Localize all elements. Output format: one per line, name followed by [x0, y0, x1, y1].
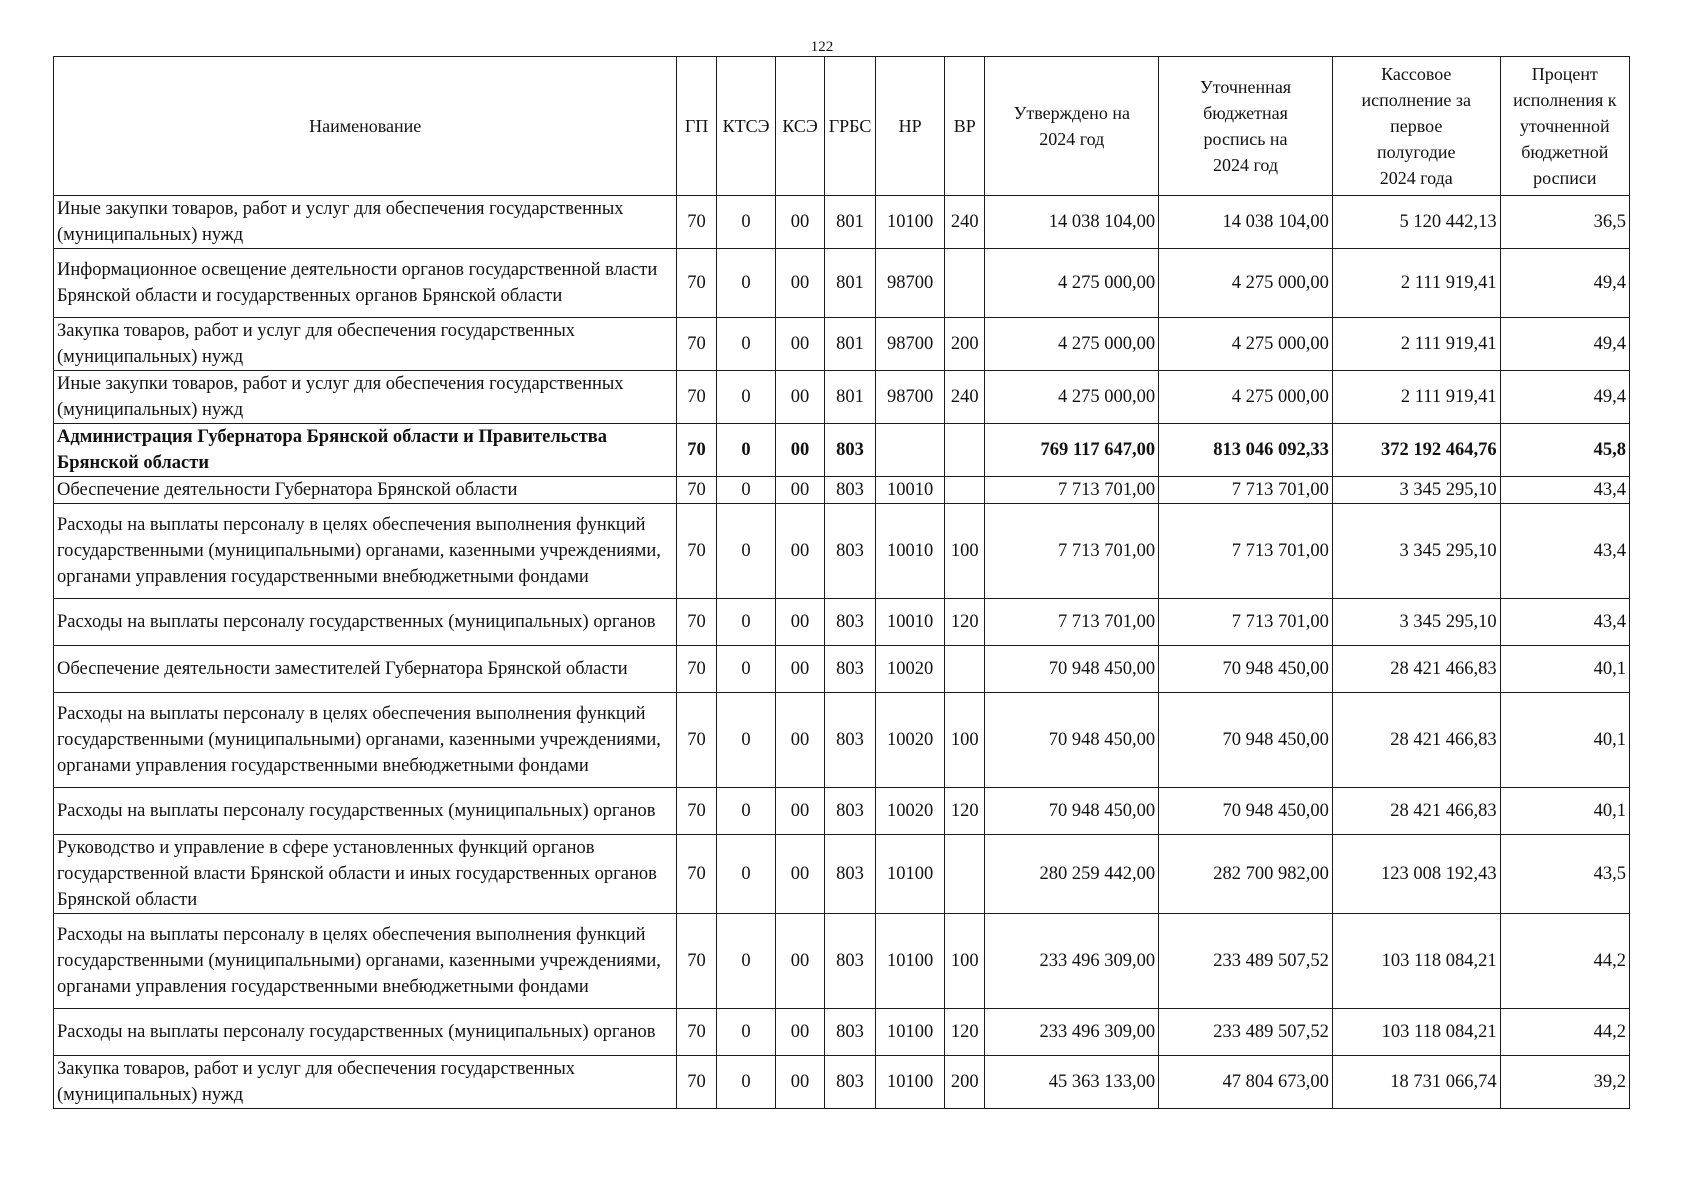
cell-vr: 120	[945, 1009, 985, 1056]
cell-refined: 70 948 450,00	[1159, 646, 1333, 693]
table-row	[54, 1009, 1630, 1056]
header-percent: Процент исполнения к уточненной бюджетной росписи	[1500, 57, 1629, 196]
table-row	[54, 788, 1630, 835]
cell-grbs: 803	[824, 914, 876, 1009]
table-row	[54, 249, 1630, 318]
cell-refined: 4 275 000,00	[1159, 371, 1333, 424]
cell-name: Администрация Губернатора Брянской области и Правительства Брянской области	[54, 424, 677, 477]
cell-gp: 70	[677, 424, 716, 477]
cell-approved: 14 038 104,00	[985, 196, 1159, 249]
cell-refined: 233 489 507,52	[1159, 914, 1333, 1009]
cell-nr: 10100	[876, 914, 945, 1009]
cell-ktse: 0	[716, 1009, 776, 1056]
cell-ktse: 0	[716, 371, 776, 424]
cell-nr: 10020	[876, 693, 945, 788]
cell-gp: 70	[677, 835, 716, 914]
cell-nr: 10020	[876, 646, 945, 693]
table-row	[54, 646, 1630, 693]
table-row	[54, 504, 1630, 599]
table-row	[54, 693, 1630, 788]
cell-ktse: 0	[716, 599, 776, 646]
cell-ktse: 0	[716, 1056, 776, 1109]
cell-vr: 100	[945, 693, 985, 788]
cell-cash: 123 008 192,43	[1332, 835, 1500, 914]
header-grbs: ГРБС	[824, 57, 876, 196]
cell-name: Руководство и управление в сфере установленных функций органов государственной власти Брянской области и иных государственных органов Брянской области	[54, 835, 677, 914]
cell-percent: 49,4	[1500, 371, 1629, 424]
cell-percent: 40,1	[1500, 788, 1629, 835]
cell-approved: 280 259 442,00	[985, 835, 1159, 914]
cell-name: Расходы на выплаты персоналу государственных (муниципальных) органов	[54, 788, 677, 835]
header-gp: ГП	[677, 57, 716, 196]
cell-approved: 7 713 701,00	[985, 477, 1159, 504]
cell-refined: 7 713 701,00	[1159, 504, 1333, 599]
cell-approved: 45 363 133,00	[985, 1056, 1159, 1109]
cell-gp: 70	[677, 249, 716, 318]
cell-name: Расходы на выплаты персоналу в целях обеспечения выполнения функций государственными (муниципальными) органами, казенными учреждениями, органами управления государственными внебюджетными фондами	[54, 914, 677, 1009]
table-row	[54, 424, 1630, 477]
cell-vr	[945, 646, 985, 693]
cell-nr: 10100	[876, 1009, 945, 1056]
cell-cash: 103 118 084,21	[1332, 914, 1500, 1009]
header-vr: ВР	[945, 57, 985, 196]
table-row	[54, 371, 1630, 424]
cell-kse: 00	[776, 424, 824, 477]
cell-approved: 4 275 000,00	[985, 318, 1159, 371]
cell-name: Расходы на выплаты персоналу государственных (муниципальных) органов	[54, 1009, 677, 1056]
cell-refined: 70 948 450,00	[1159, 693, 1333, 788]
cell-kse: 00	[776, 599, 824, 646]
cell-percent: 44,2	[1500, 914, 1629, 1009]
cell-cash: 5 120 442,13	[1332, 196, 1500, 249]
cell-grbs: 803	[824, 835, 876, 914]
cell-vr: 200	[945, 318, 985, 371]
cell-gp: 70	[677, 196, 716, 249]
cell-gp: 70	[677, 477, 716, 504]
cell-kse: 00	[776, 318, 824, 371]
cell-gp: 70	[677, 504, 716, 599]
cell-ktse: 0	[716, 646, 776, 693]
cell-gp: 70	[677, 1056, 716, 1109]
cell-ktse: 0	[716, 249, 776, 318]
cell-gp: 70	[677, 914, 716, 1009]
cell-ktse: 0	[716, 318, 776, 371]
cell-grbs: 803	[824, 504, 876, 599]
table-row	[54, 477, 1630, 504]
cell-cash: 18 731 066,74	[1332, 1056, 1500, 1109]
cell-nr: 10100	[876, 1056, 945, 1109]
cell-vr	[945, 424, 985, 477]
table-row	[54, 196, 1630, 249]
cell-name: Расходы на выплаты персоналу в целях обеспечения выполнения функций государственными (муниципальными) органами, казенными учреждениями, органами управления государственными внебюджетными фондами	[54, 504, 677, 599]
cell-vr: 240	[945, 371, 985, 424]
cell-cash: 372 192 464,76	[1332, 424, 1500, 477]
cell-gp: 70	[677, 318, 716, 371]
cell-kse: 00	[776, 646, 824, 693]
cell-ktse: 0	[716, 504, 776, 599]
cell-nr: 98700	[876, 371, 945, 424]
cell-name: Иные закупки товаров, работ и услуг для обеспечения государственных (муниципальных) нужд	[54, 196, 677, 249]
cell-kse: 00	[776, 788, 824, 835]
cell-grbs: 801	[824, 196, 876, 249]
cell-kse: 00	[776, 835, 824, 914]
cell-approved: 4 275 000,00	[985, 249, 1159, 318]
header-nr: НР	[876, 57, 945, 196]
cell-kse: 00	[776, 196, 824, 249]
cell-percent: 43,5	[1500, 835, 1629, 914]
header-kse: КСЭ	[776, 57, 824, 196]
cell-kse: 00	[776, 504, 824, 599]
cell-percent: 49,4	[1500, 318, 1629, 371]
cell-nr: 10010	[876, 477, 945, 504]
cell-percent: 45,8	[1500, 424, 1629, 477]
cell-approved: 7 713 701,00	[985, 599, 1159, 646]
cell-refined: 70 948 450,00	[1159, 788, 1333, 835]
cell-ktse: 0	[716, 477, 776, 504]
cell-name: Закупка товаров, работ и услуг для обеспечения государственных (муниципальных) нужд	[54, 1056, 677, 1109]
header-approved: Утверждено на 2024 год	[985, 57, 1159, 196]
cell-approved: 7 713 701,00	[985, 504, 1159, 599]
cell-gp: 70	[677, 371, 716, 424]
cell-approved: 233 496 309,00	[985, 1009, 1159, 1056]
cell-kse: 00	[776, 1056, 824, 1109]
cell-grbs: 801	[824, 249, 876, 318]
cell-percent: 36,5	[1500, 196, 1629, 249]
cell-percent: 43,4	[1500, 599, 1629, 646]
cell-gp: 70	[677, 1009, 716, 1056]
cell-refined: 47 804 673,00	[1159, 1056, 1333, 1109]
cell-vr	[945, 835, 985, 914]
header-ktse: КТСЭ	[716, 57, 776, 196]
cell-name: Обеспечение деятельности Губернатора Брянской области	[54, 477, 677, 504]
cell-vr: 120	[945, 599, 985, 646]
cell-vr	[945, 249, 985, 318]
cell-percent: 39,2	[1500, 1056, 1629, 1109]
cell-refined: 7 713 701,00	[1159, 477, 1333, 504]
cell-nr: 10100	[876, 196, 945, 249]
header-name: Наименование	[54, 57, 677, 196]
cell-percent: 43,4	[1500, 504, 1629, 599]
cell-vr: 240	[945, 196, 985, 249]
cell-kse: 00	[776, 1009, 824, 1056]
cell-kse: 00	[776, 693, 824, 788]
cell-cash: 3 345 295,10	[1332, 477, 1500, 504]
cell-kse: 00	[776, 914, 824, 1009]
cell-refined: 4 275 000,00	[1159, 249, 1333, 318]
table-row	[54, 1056, 1630, 1109]
cell-refined: 282 700 982,00	[1159, 835, 1333, 914]
table-body	[54, 196, 1630, 1109]
cell-cash: 28 421 466,83	[1332, 646, 1500, 693]
cell-refined: 813 046 092,33	[1159, 424, 1333, 477]
table-row	[54, 914, 1630, 1009]
cell-refined: 7 713 701,00	[1159, 599, 1333, 646]
cell-grbs: 803	[824, 477, 876, 504]
cell-approved: 70 948 450,00	[985, 693, 1159, 788]
cell-cash: 103 118 084,21	[1332, 1009, 1500, 1056]
cell-cash: 3 345 295,10	[1332, 504, 1500, 599]
cell-cash: 28 421 466,83	[1332, 788, 1500, 835]
cell-percent: 43,4	[1500, 477, 1629, 504]
cell-name: Расходы на выплаты персоналу государственных (муниципальных) органов	[54, 599, 677, 646]
cell-gp: 70	[677, 693, 716, 788]
cell-grbs: 801	[824, 318, 876, 371]
page-number: 122	[810, 39, 834, 55]
cell-kse: 00	[776, 249, 824, 318]
cell-name: Обеспечение деятельности заместителей Губернатора Брянской области	[54, 646, 677, 693]
cell-kse: 00	[776, 371, 824, 424]
cell-kse: 00	[776, 477, 824, 504]
cell-cash: 2 111 919,41	[1332, 318, 1500, 371]
cell-ktse: 0	[716, 835, 776, 914]
cell-name: Расходы на выплаты персоналу в целях обеспечения выполнения функций государственными (муниципальными) органами, казенными учреждениями, органами управления государственными внебюджетными фондами	[54, 693, 677, 788]
cell-gp: 70	[677, 646, 716, 693]
header-refined: Уточненная бюджетная роспись на 2024 год	[1159, 57, 1333, 196]
cell-percent: 40,1	[1500, 646, 1629, 693]
cell-vr	[945, 477, 985, 504]
cell-nr: 10020	[876, 788, 945, 835]
cell-approved: 769 117 647,00	[985, 424, 1159, 477]
cell-grbs: 803	[824, 693, 876, 788]
cell-nr: 10100	[876, 835, 945, 914]
cell-approved: 70 948 450,00	[985, 788, 1159, 835]
cell-ktse: 0	[716, 788, 776, 835]
cell-approved: 70 948 450,00	[985, 646, 1159, 693]
cell-ktse: 0	[716, 196, 776, 249]
cell-percent: 44,2	[1500, 1009, 1629, 1056]
cell-name: Информационное освещение деятельности органов государственной власти Брянской области и государственных органов Брянской области	[54, 249, 677, 318]
cell-approved: 4 275 000,00	[985, 371, 1159, 424]
cell-grbs: 801	[824, 371, 876, 424]
header-row	[54, 57, 1630, 196]
cell-percent: 40,1	[1500, 693, 1629, 788]
cell-name: Закупка товаров, работ и услуг для обеспечения государственных (муниципальных) нужд	[54, 318, 677, 371]
cell-vr: 200	[945, 1056, 985, 1109]
cell-vr: 100	[945, 914, 985, 1009]
cell-grbs: 803	[824, 646, 876, 693]
cell-ktse: 0	[716, 914, 776, 1009]
cell-ktse: 0	[716, 693, 776, 788]
cell-grbs: 803	[824, 788, 876, 835]
cell-cash: 28 421 466,83	[1332, 693, 1500, 788]
cell-grbs: 803	[824, 1056, 876, 1109]
cell-refined: 233 489 507,52	[1159, 1009, 1333, 1056]
cell-nr: 10010	[876, 504, 945, 599]
cell-nr: 10010	[876, 599, 945, 646]
table-row	[54, 599, 1630, 646]
cell-ktse: 0	[716, 424, 776, 477]
cell-cash: 2 111 919,41	[1332, 249, 1500, 318]
cell-vr: 100	[945, 504, 985, 599]
cell-refined: 14 038 104,00	[1159, 196, 1333, 249]
cell-cash: 2 111 919,41	[1332, 371, 1500, 424]
cell-approved: 233 496 309,00	[985, 914, 1159, 1009]
cell-gp: 70	[677, 599, 716, 646]
cell-name: Иные закупки товаров, работ и услуг для обеспечения государственных (муниципальных) нужд	[54, 371, 677, 424]
table-row	[54, 835, 1630, 914]
table-row	[54, 318, 1630, 371]
cell-nr: 98700	[876, 249, 945, 318]
cell-vr: 120	[945, 788, 985, 835]
header-cash: Кассовое исполнение за первое полугодие 2024 года	[1332, 57, 1500, 196]
cell-cash: 3 345 295,10	[1332, 599, 1500, 646]
cell-grbs: 803	[824, 599, 876, 646]
cell-refined: 4 275 000,00	[1159, 318, 1333, 371]
cell-nr: 98700	[876, 318, 945, 371]
cell-grbs: 803	[824, 424, 876, 477]
cell-grbs: 803	[824, 1009, 876, 1056]
cell-percent: 49,4	[1500, 249, 1629, 318]
cell-nr	[876, 424, 945, 477]
cell-gp: 70	[677, 788, 716, 835]
budget-table	[53, 56, 1630, 1109]
